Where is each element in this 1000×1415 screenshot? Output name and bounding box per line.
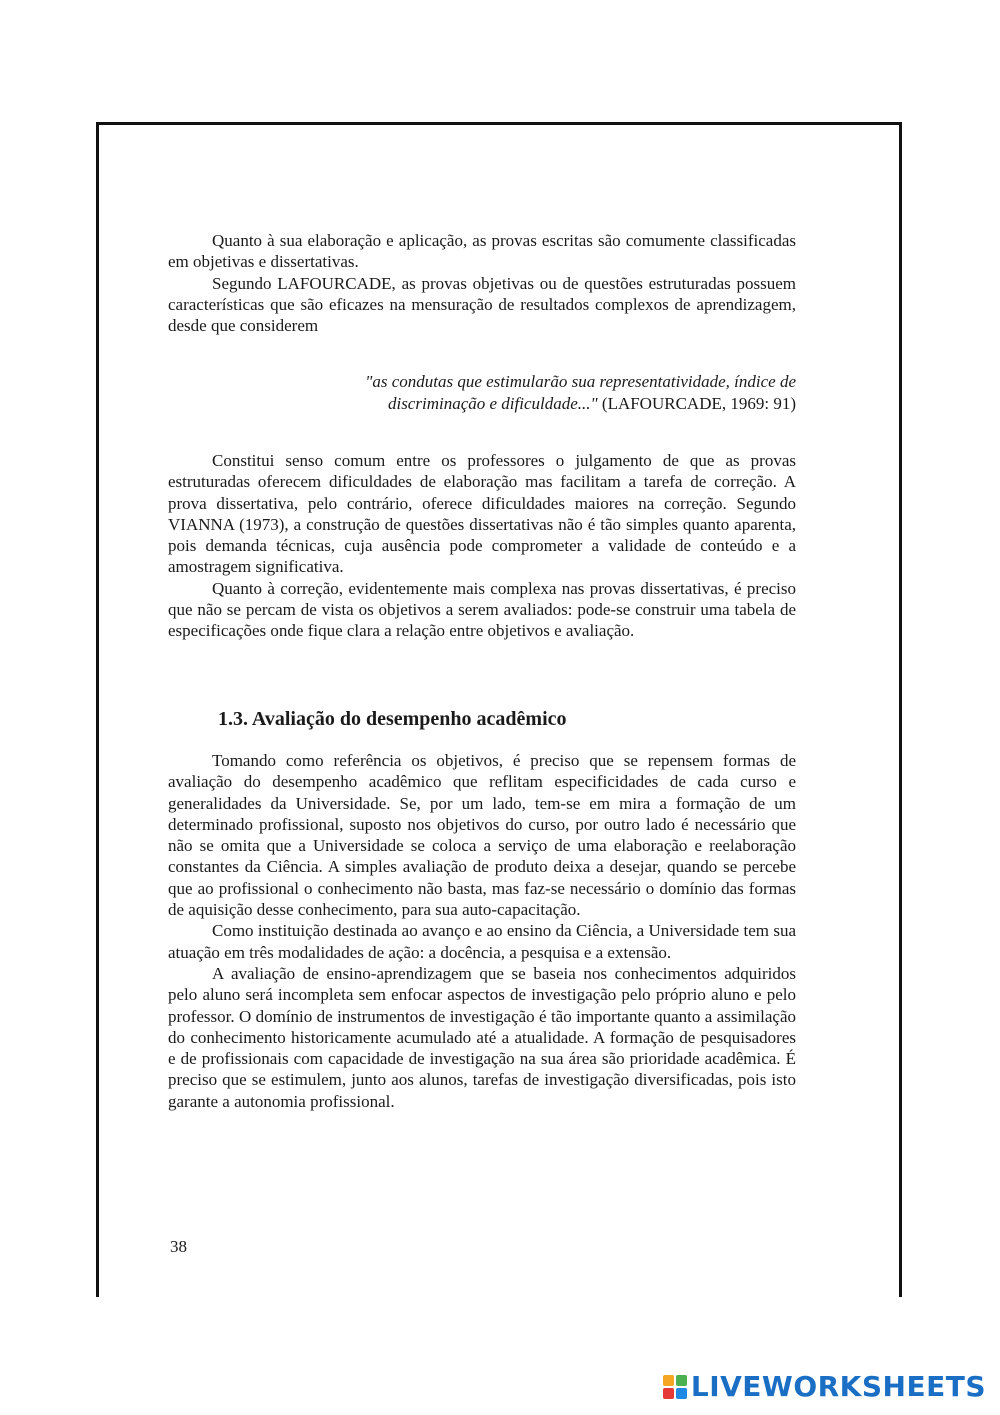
liveworksheets-logo-icon xyxy=(663,1375,687,1399)
logo-square xyxy=(663,1388,674,1399)
paragraph: Quanto à correção, evidentemente mais complexa nas provas dissertativas, é preciso que não se percam de vista os objetivos a serem avaliados: pode-se construir uma tabela de especificações onde fique clara a relação entre objetivos e avaliação. xyxy=(168,578,796,641)
logo-square xyxy=(676,1375,687,1386)
paragraph: Segundo LAFOURCADE, as provas objetivas ou de questões estruturadas possuem características que são eficazes na mensuração de resultados complexos de aprendizagem, desde que considerem xyxy=(168,273,796,336)
brand-name: LIVEWORKSHEETS xyxy=(690,1370,986,1403)
paragraph: Constitui senso comum entre os professores o julgamento de que as provas estruturadas oferecem dificuldades de elaboração mas facilitam a tarefa de correção. A prova dissertativa, pelo contrário, oferece dificuldades maiores na correção. Segundo VIANNA (1973), a construção de questões dissertativas não é tão simples quanto aparenta, pois demanda técnicas, cuja ausência pode comprometer a validade de conteúdo e a amostragem significativa. xyxy=(168,451,796,577)
block-quote xyxy=(312,371,796,415)
section-paragraphs xyxy=(168,750,796,1112)
middle-paragraphs xyxy=(168,450,796,642)
logo-square xyxy=(676,1388,687,1399)
intro-paragraphs xyxy=(168,230,796,336)
page-number: 38 xyxy=(170,1237,187,1256)
quote-citation: (LAFOURCADE, 1969: 91) xyxy=(601,394,796,413)
paragraph: Tomando como referência os objetivos, é preciso que se repensem formas de avaliação do desempenho acadêmico que reflitam especificidades de cada curso e generalidades da Universidade. Se, por um lado, tem-se em mira a formação de um determinado profissional, suposto nos objetivos do curso, por outro lado é necessário que não se omita que a Universidade se coloca a serviço de uma elaboração e reelaboração constantes da Ciência. A simples avaliação de produto deixa a desejar, quando se percebe que ao profissional o conhecimento não basta, mas faz-se necessário o domínio das formas de aquisição desse conhecimento, para sua auto-capacitação. xyxy=(168,751,796,920)
liveworksheets-brand[interactable] xyxy=(663,1370,986,1403)
paragraph: A avaliação de ensino-aprendizagem que se baseia nos conhecimentos adquiridos pelo aluno será incompleta sem enfocar aspectos de investigação pelo próprio aluno e pelo professor. O domínio de instrumentos de investigação é tão importante quanto a assimilação do conhecimento historicamente acumulado até a atualidade. A formação de pesquisadores e de profissionais com capacidade de investigação na sua área são prioridade acadêmica. É preciso que se estimulem, junto aos alunos, tarefas de investigação diversificadas, pois isto garante a autonomia profissional. xyxy=(168,963,796,1111)
logo-square xyxy=(663,1375,674,1386)
quote-text: "as condutas que estimularão sua representatividade, índice de discriminação e dificuldade..." xyxy=(365,372,796,413)
section-heading: 1.3. Avaliação do desempenho acadêmico xyxy=(218,708,567,730)
paragraph: Quanto à sua elaboração e aplicação, as provas escritas são comumente classificadas em objetivas e dissertativas. xyxy=(168,231,796,272)
paragraph: Como instituição destinada ao avanço e ao ensino da Ciência, a Universidade tem sua atuação em três modalidades de ação: a docência, a pesquisa e a extensão. xyxy=(168,921,796,962)
